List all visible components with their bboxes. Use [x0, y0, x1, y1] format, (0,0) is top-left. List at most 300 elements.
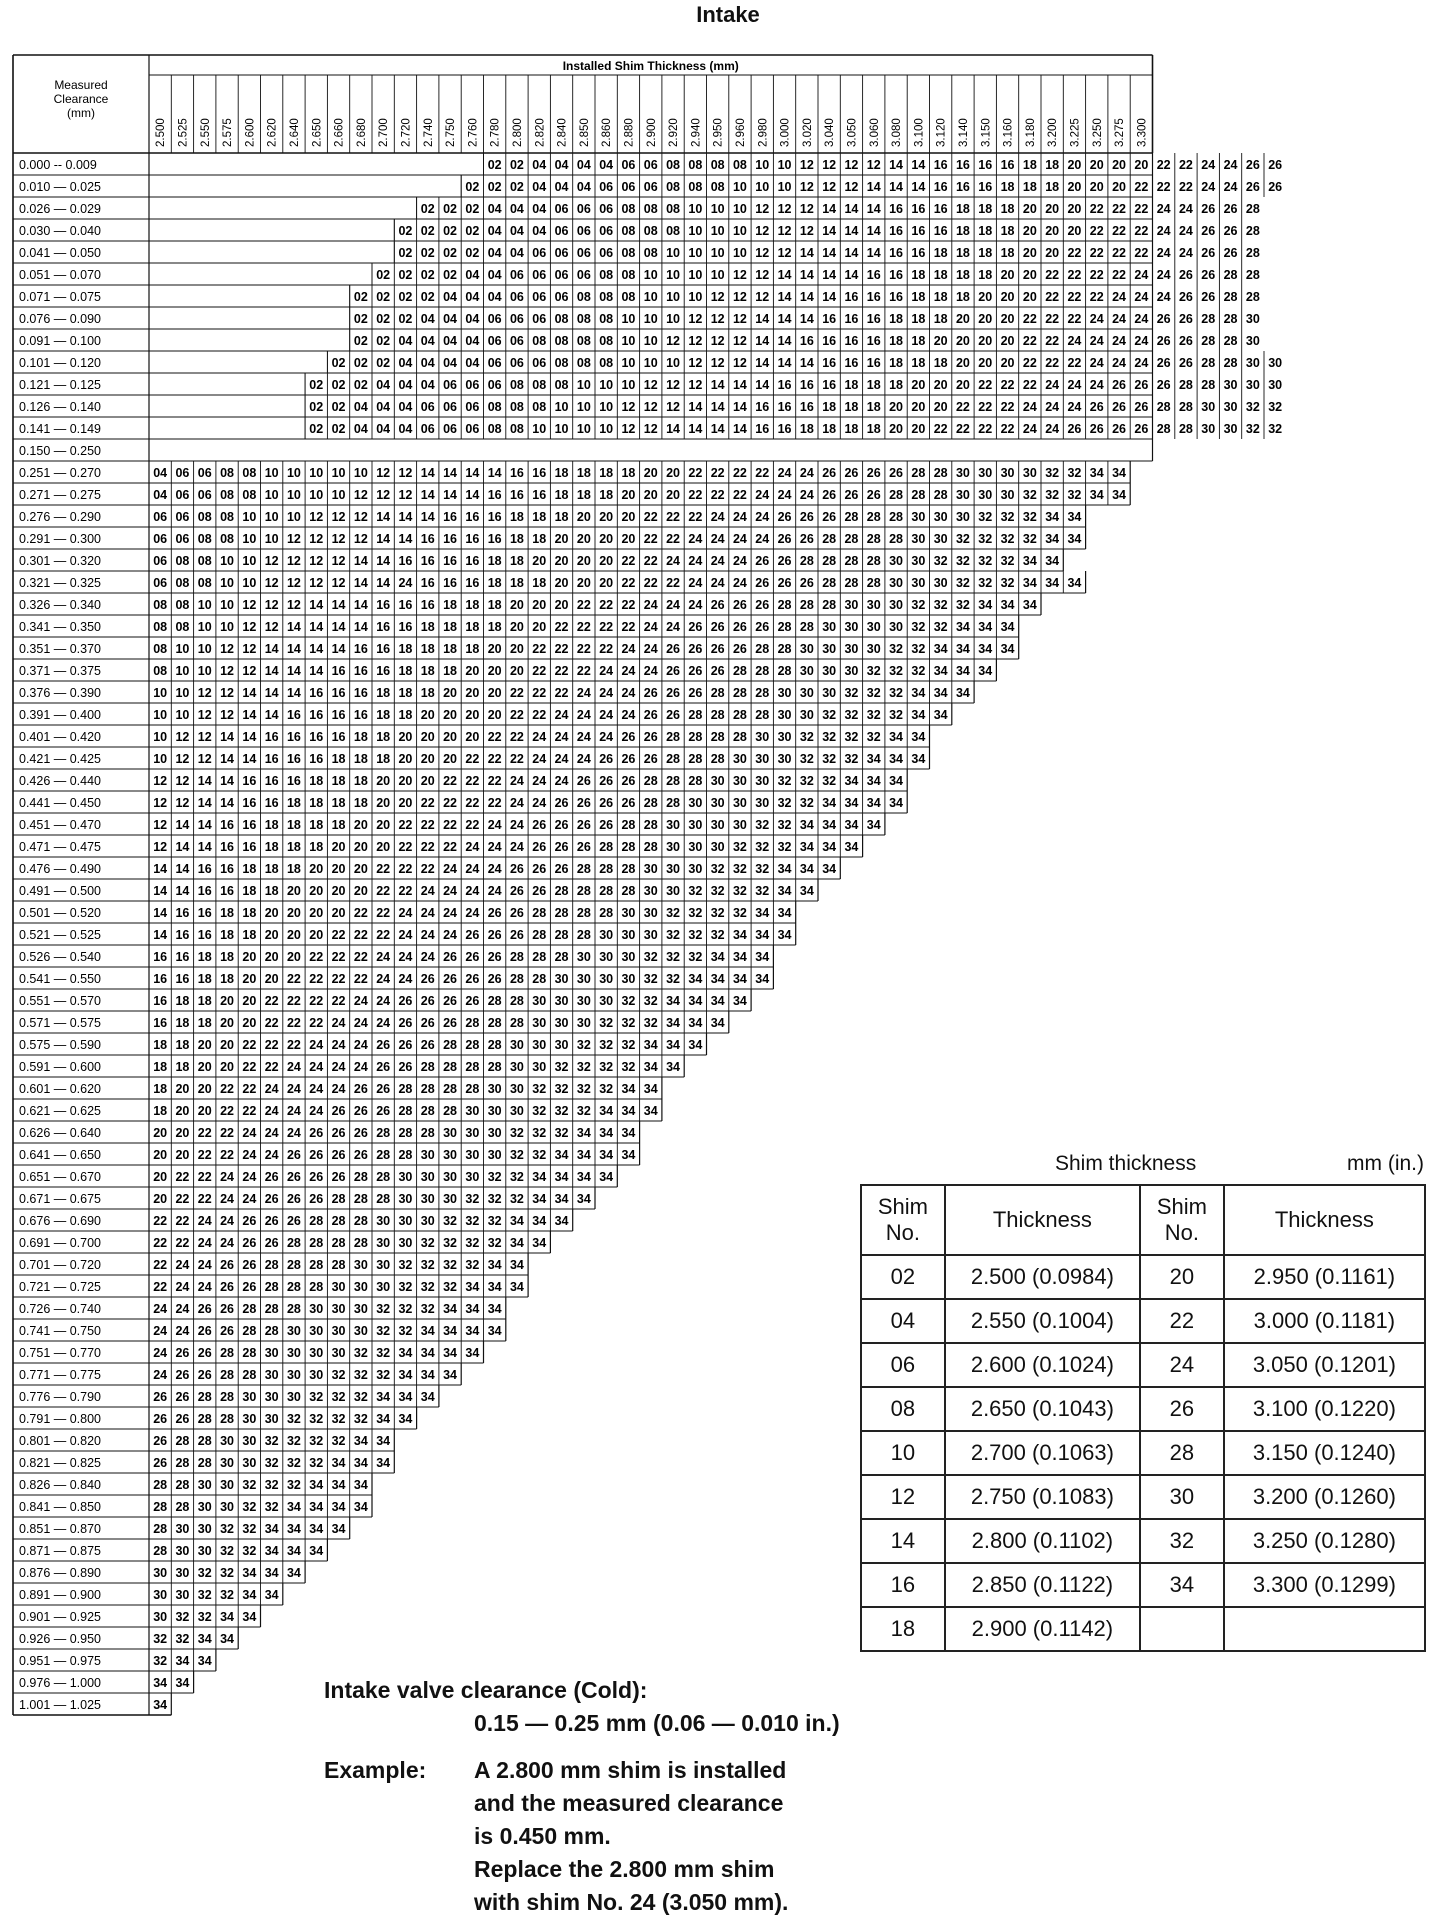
shim-number-cell: 16: [465, 532, 480, 546]
shim-number-cell: 22: [175, 1236, 190, 1250]
shim-number-cell: 34: [732, 972, 747, 986]
shim-number-cell: 28: [1156, 422, 1171, 436]
shim-number-cell: 22: [1112, 246, 1127, 260]
shim-number-cell: 20: [1067, 202, 1082, 216]
shim-number-cell: 34: [710, 994, 725, 1008]
shim-number-cell: 32: [197, 1588, 212, 1602]
shim-number-cell: 20: [1112, 158, 1127, 172]
column-label: 3.180: [1024, 118, 1037, 147]
shim-number-cell: 24: [1156, 268, 1171, 282]
shim-number-cell: 34: [621, 1104, 636, 1118]
shim-number-cell: 34: [777, 884, 792, 898]
shim-number-cell: 34: [398, 1412, 413, 1426]
shim-number-cell: 34: [576, 1148, 591, 1162]
shim-number-cell: 28: [1156, 400, 1171, 414]
shim-number-cell: 24: [1178, 224, 1193, 238]
shim-number-cell: 22: [487, 752, 502, 766]
shim-number-cell: 24: [197, 1258, 212, 1272]
shim-number-cell: 24: [331, 1082, 346, 1096]
shim-number-cell: 14: [175, 818, 190, 832]
shim-number-cell: 34: [398, 1390, 413, 1404]
thickness-cell: 3.150 (0.1240): [1224, 1431, 1425, 1475]
shim-number-cell: 32: [755, 818, 770, 832]
shim-number-cell: 22: [353, 972, 368, 986]
shim-number-cell: 02: [420, 290, 435, 304]
shim-number-cell: 34: [666, 1038, 681, 1052]
shim-number-cell: 32: [242, 1522, 257, 1536]
shim-number-cell: 26: [688, 620, 703, 634]
shim-number-cell: 12: [153, 774, 168, 788]
spec-table-title: Shim thickness: [1055, 1152, 1197, 1175]
shim-number-cell: 28: [643, 818, 658, 832]
shim-number-cell: 24: [487, 884, 502, 898]
shim-number-cell: 22: [331, 994, 346, 1008]
shim-number-cell: 32: [911, 598, 926, 612]
shim-number-cell: 30: [933, 532, 948, 546]
shim-number-cell: 26: [1245, 158, 1260, 172]
shim-number-cell: 14: [755, 334, 770, 348]
shim-number-cell: 12: [777, 202, 792, 216]
shim-number-cell: 32: [643, 950, 658, 964]
shim-number-cell: 32: [1045, 466, 1060, 480]
shim-number-cell: 16: [353, 686, 368, 700]
clearance-range-label: 0.301 — 0.320: [19, 554, 102, 568]
shim-number-cell: 32: [889, 664, 904, 678]
shim-number-cell: 16: [889, 224, 904, 238]
shim-number-cell: 24: [688, 576, 703, 590]
example-line: A 2.800 mm shim is installed: [474, 1757, 787, 1783]
shim-number-cell: 06: [443, 400, 458, 414]
shim-number-cell: 34: [599, 1148, 614, 1162]
shim-number-cell: 24: [1022, 400, 1037, 414]
shim-number-cell: 24: [264, 1082, 279, 1096]
shim-number-cell: 26: [866, 466, 881, 480]
shim-number-cell: 28: [777, 598, 792, 612]
shim-number-cell: 34: [532, 1236, 547, 1250]
shim-number-cell: 32: [576, 1104, 591, 1118]
shim-number-cell: 20: [197, 1082, 212, 1096]
shim-number-cell: 30: [844, 664, 859, 678]
shim-number-cell: 12: [353, 510, 368, 524]
shim-number-cell: 32: [1022, 532, 1037, 546]
shim-number-cell: 34: [509, 1236, 524, 1250]
shim-number-cell: 10: [220, 598, 235, 612]
shim-number-cell: 16: [866, 334, 881, 348]
shim-number-cell: 26: [1089, 400, 1104, 414]
shim-number-cell: 30: [175, 1522, 190, 1536]
shim-number-cell: 28: [443, 1104, 458, 1118]
shim-number-cell: 32: [955, 598, 970, 612]
shim-number-cell: 20: [420, 708, 435, 722]
shim-number-cell: 16: [487, 510, 502, 524]
shim-number-cell: 30: [576, 972, 591, 986]
shim-number-cell: 12: [755, 224, 770, 238]
shim-number-cell: 16: [153, 972, 168, 986]
column-label: 3.275: [1114, 118, 1127, 147]
shim-number-cell: 14: [822, 224, 837, 238]
shim-number-cell: 20: [353, 818, 368, 832]
shim-number-cell: 32: [621, 1060, 636, 1074]
shim-number-cell: 14: [710, 422, 725, 436]
shim-number-cell: 22: [643, 576, 658, 590]
row-header: (mm): [67, 106, 95, 120]
shim-number-cell: 30: [532, 1060, 547, 1074]
shim-number-cell: 22: [1112, 224, 1127, 238]
shim-number-cell: 30: [242, 1390, 257, 1404]
shim-number-cell: 22: [1134, 246, 1149, 260]
shim-number-cell: 26: [822, 488, 837, 502]
shim-number-cell: 22: [1156, 158, 1171, 172]
shim-number-cell: 16: [955, 180, 970, 194]
spec-table-row: [861, 1475, 1425, 1519]
shim-number-cell: 34: [799, 862, 814, 876]
shim-number-cell: 08: [532, 334, 547, 348]
shim-number-cell: 28: [153, 1544, 168, 1558]
clearance-range-label: 0.326 — 0.340: [19, 598, 102, 612]
shim-number-cell: 32: [889, 686, 904, 700]
shim-number-cell: 02: [309, 422, 324, 436]
shim-number-cell: 26: [1201, 202, 1216, 216]
shim-number-cell: 12: [666, 400, 681, 414]
shim-number-cell: 02: [420, 224, 435, 238]
shim-number-cell: 24: [599, 686, 614, 700]
shim-number-cell: 24: [1067, 400, 1082, 414]
shim-number-cell: 14: [286, 664, 301, 678]
shim-number-cell: 34: [866, 796, 881, 810]
shim-number-cell: 30: [264, 1390, 279, 1404]
shim-number-cell: 34: [732, 994, 747, 1008]
shim-number-cell: 24: [710, 532, 725, 546]
shim-number-cell: 32: [576, 1038, 591, 1052]
shim-number-cell: 30: [844, 642, 859, 656]
shim-number-cell: 26: [1178, 268, 1193, 282]
shim-number-cell: 26: [1223, 224, 1238, 238]
shim-number-cell: 20: [197, 1038, 212, 1052]
page-title: Intake: [696, 2, 760, 27]
clearance-range-label: 0.841 — 0.850: [19, 1500, 102, 1514]
shim-number-cell: 04: [420, 312, 435, 326]
shim-number-cell: 18: [532, 532, 547, 546]
shim-number-cell: 16: [933, 180, 948, 194]
shim-number-cell: 28: [666, 774, 681, 788]
shim-number-cell: 34: [1022, 576, 1037, 590]
shim-number-cell: 28: [331, 1214, 346, 1228]
clearance-range-label: 0.421 — 0.425: [19, 752, 102, 766]
shim-number-cell: 26: [643, 708, 658, 722]
shim-number-cell: 34: [732, 928, 747, 942]
shim-number-cell: 26: [309, 1148, 324, 1162]
shim-number-cell: 22: [1089, 224, 1104, 238]
shim-number-cell: 06: [509, 356, 524, 370]
shim-number-cell: 34: [1045, 510, 1060, 524]
shim-number-cell: 32: [799, 730, 814, 744]
shim-number-cell: 12: [175, 796, 190, 810]
shim-number-cell: 22: [1067, 312, 1082, 326]
shim-number-cell: 22: [286, 972, 301, 986]
shim-number-cell: 30: [242, 1412, 257, 1426]
shim-number-cell: 18: [844, 422, 859, 436]
shim-number-cell: 26: [465, 972, 480, 986]
shim-number-cell: 32: [732, 906, 747, 920]
shim-number-cell: 34: [264, 1588, 279, 1602]
shim-number-cell: 10: [666, 268, 681, 282]
shim-number-cell: 16: [822, 334, 837, 348]
shim-number-cell: 22: [933, 422, 948, 436]
shim-number-cell: 28: [732, 686, 747, 700]
shim-number-cell: 20: [532, 554, 547, 568]
shim-number-cell: 30: [710, 796, 725, 810]
shim-number-cell: 18: [264, 862, 279, 876]
shim-number-cell: 32: [331, 1368, 346, 1382]
shim-number-cell: 26: [621, 774, 636, 788]
shim-number-cell: 18: [576, 466, 591, 480]
shim-number-cell: 28: [576, 906, 591, 920]
shim-number-cell: 34: [532, 1192, 547, 1206]
thickness-cell: 3.300 (0.1299): [1224, 1563, 1425, 1607]
shim-number-cell: 24: [576, 686, 591, 700]
shim-number-cell: 20: [353, 862, 368, 876]
shim-number-cell: 20: [955, 312, 970, 326]
shim-number-cell: 02: [420, 268, 435, 282]
shim-number-cell: 18: [465, 620, 480, 634]
shim-number-cell: 12: [398, 488, 413, 502]
shim-number-cell: 26: [175, 1390, 190, 1404]
shim-number-cell: 16: [220, 862, 235, 876]
header-shim-no: Shim No.: [1140, 1185, 1224, 1255]
shim-number-cell: 06: [487, 356, 502, 370]
shim-number-cell: 16: [376, 642, 391, 656]
shim-number-cell: 12: [755, 246, 770, 260]
shim-number-cell: 22: [1067, 356, 1082, 370]
shim-number-cell: 04: [465, 290, 480, 304]
shim-number-cell: 26: [420, 1016, 435, 1030]
shim-number-cell: 16: [889, 246, 904, 260]
thickness-cell: 2.700 (0.1063): [945, 1431, 1140, 1475]
shim-number-cell: 28: [487, 1060, 502, 1074]
shim-number-cell: 20: [621, 488, 636, 502]
shim-number-cell: 08: [688, 180, 703, 194]
shim-number-cell: 24: [799, 488, 814, 502]
shim-number-cell: 34: [799, 818, 814, 832]
shim-number-cell: 28: [1178, 400, 1193, 414]
shim-number-cell: 34: [576, 1170, 591, 1184]
shim-number-cell: 34: [532, 1214, 547, 1228]
shim-number-cell: 14: [242, 752, 257, 766]
shim-number-cell: 30: [955, 466, 970, 480]
shim-number-cell: 30: [443, 1192, 458, 1206]
shim-number-cell: 30: [242, 1456, 257, 1470]
shim-number-cell: 12: [220, 708, 235, 722]
shim-number-cell: 32: [398, 1302, 413, 1316]
shim-number-cell: 24: [621, 642, 636, 656]
shim-number-cell: 26: [153, 1390, 168, 1404]
shim-number-cell: 18: [398, 642, 413, 656]
shim-number-cell: 28: [465, 1016, 480, 1030]
shim-number-cell: 18: [978, 268, 993, 282]
clearance-range-label: 0.371 — 0.375: [19, 664, 102, 678]
shim-number-cell: 28: [777, 642, 792, 656]
shim-number-cell: 10: [576, 378, 591, 392]
shim-number-cell: 28: [1178, 378, 1193, 392]
shim-number-cell: 28: [532, 950, 547, 964]
shim-number-cell: 02: [443, 202, 458, 216]
shim-number-cell: 30: [599, 928, 614, 942]
shim-number-cell: 30: [398, 1236, 413, 1250]
shim-number-cell: 28: [822, 598, 837, 612]
shim-number-cell: 18: [487, 576, 502, 590]
shim-number-cell: 20: [220, 1038, 235, 1052]
shim-number-cell: 02: [443, 268, 458, 282]
shim-number-cell: 22: [1000, 422, 1015, 436]
shim-number-cell: 30: [376, 1214, 391, 1228]
shim-number-cell: 30: [331, 1324, 346, 1338]
shim-number-cell: 14: [443, 488, 458, 502]
shim-number-cell: 02: [465, 180, 480, 194]
shim-number-cell: 26: [286, 1192, 301, 1206]
shim-number-cell: 12: [755, 202, 770, 216]
shim-number-cell: 14: [755, 312, 770, 326]
shim-number-cell: 26: [197, 1302, 212, 1316]
shim-number-cell: 10: [666, 246, 681, 260]
shim-number-cell: 34: [822, 818, 837, 832]
shim-number-cell: 26: [1268, 180, 1283, 194]
shim-number-cell: 24: [376, 994, 391, 1008]
shim-number-cell: 24: [688, 532, 703, 546]
shim-number-cell: 14: [376, 576, 391, 590]
shim-number-cell: 32: [666, 950, 681, 964]
shim-number-cell: 32: [822, 730, 837, 744]
clearance-range-label: 0.051 — 0.070: [19, 268, 102, 282]
shim-number-cell: 24: [465, 862, 480, 876]
shim-number-cell: 26: [1112, 422, 1127, 436]
shim-number-cell: 30: [666, 818, 681, 832]
shim-number-cell: 20: [309, 928, 324, 942]
shim-number-cell: 20: [1112, 180, 1127, 194]
shim-number-cell: 24: [1134, 312, 1149, 326]
shim-number-cell: 26: [264, 1170, 279, 1184]
shim-number-cell: 18: [175, 1016, 190, 1030]
shim-number-cell: 32: [1022, 510, 1037, 524]
shim-number-cell: 26: [777, 510, 792, 524]
shim-number-cell: 26: [532, 884, 547, 898]
shim-number-cell: 24: [220, 1214, 235, 1228]
clearance-range-label: 0.851 — 0.870: [19, 1522, 102, 1536]
shim-number-cell: 12: [353, 488, 368, 502]
shim-number-cell: 26: [554, 840, 569, 854]
shim-number-cell: 30: [420, 1214, 435, 1228]
shim-number-cell: 28: [353, 1214, 368, 1228]
shim-number-cell: 28: [933, 466, 948, 480]
shim-number-cell: 06: [532, 356, 547, 370]
shim-number-cell: 32: [710, 906, 725, 920]
shim-number-cell: 12: [621, 422, 636, 436]
shim-number-cell: 22: [1089, 268, 1104, 282]
shim-number-cell: 30: [197, 1522, 212, 1536]
shim-number-cell: 34: [331, 1500, 346, 1514]
shim-number-cell: 34: [621, 1148, 636, 1162]
shim-number-cell: 12: [710, 312, 725, 326]
shim-number-cell: 32: [1000, 532, 1015, 546]
shim-number-cell: 18: [220, 972, 235, 986]
shim-number-cell: 22: [621, 620, 636, 634]
shim-number-cell: 16: [175, 906, 190, 920]
shim-number-cell: 30: [710, 774, 725, 788]
shim-number-cell: 20: [955, 334, 970, 348]
shim-number-cell: 32: [309, 1456, 324, 1470]
shim-number-cell: 16: [487, 532, 502, 546]
shim-number-cell: 26: [331, 1170, 346, 1184]
shim-number-cell: 34: [978, 598, 993, 612]
shim-number-cell: 20: [175, 1126, 190, 1140]
shim-number-cell: 28: [688, 708, 703, 722]
shim-number-cell: 18: [376, 752, 391, 766]
shim-number-cell: 32: [353, 1412, 368, 1426]
shim-number-cell: 18: [1045, 158, 1060, 172]
shim-number-cell: 14: [799, 356, 814, 370]
shim-number-cell: 34: [643, 1038, 658, 1052]
shim-number-cell: 22: [242, 1082, 257, 1096]
shim-number-cell: 04: [353, 422, 368, 436]
shim-number-cell: 14: [353, 576, 368, 590]
shim-number-cell: 30: [576, 994, 591, 1008]
column-label: 2.860: [601, 118, 614, 147]
shim-number-cell: 20: [1045, 224, 1060, 238]
shim-number-cell: 22: [509, 708, 524, 722]
shim-number-cell: 22: [353, 906, 368, 920]
clearance-range-label: 0.476 — 0.490: [19, 862, 102, 876]
shim-number-cell: 28: [643, 840, 658, 854]
shim-number-cell: 30: [398, 1214, 413, 1228]
shim-number-cell: 04: [487, 224, 502, 238]
shim-number-cell: 22: [1067, 246, 1082, 260]
shim-number-cell: 28: [889, 488, 904, 502]
shim-number-cell: 34: [1067, 510, 1082, 524]
shim-number-cell: 22: [443, 774, 458, 788]
shim-number-cell: 30: [822, 620, 837, 634]
shim-number-cell: 32: [286, 1412, 301, 1426]
shim-number-cell: 14: [866, 246, 881, 260]
shim-number-cell: 20: [978, 334, 993, 348]
shim-number-cell: 24: [1134, 334, 1149, 348]
shim-number-cell: 20: [599, 576, 614, 590]
shim-number-cell: 20: [1000, 290, 1015, 304]
shim-number-cell: 12: [376, 466, 391, 480]
shim-number-cell: 30: [710, 818, 725, 832]
column-label: 2.720: [400, 118, 413, 147]
shim-number-cell: 10: [532, 422, 547, 436]
shim-number-cell: 30: [554, 1016, 569, 1030]
column-label: 2.550: [199, 118, 212, 147]
shim-number-cell: 08: [153, 620, 168, 634]
shim-number-cell: 26: [197, 1346, 212, 1360]
shim-number-cell: 22: [955, 400, 970, 414]
shim-number-cell: 24: [331, 1016, 346, 1030]
shim-number-cell: 28: [376, 1170, 391, 1184]
shim-number-cell: 20: [509, 664, 524, 678]
clearance-range-label: 0.401 — 0.420: [19, 730, 102, 744]
clearance-value: 0.15 — 0.25 mm (0.06 — 0.010 in.): [474, 1710, 840, 1736]
shim-number-cell: 30: [487, 1104, 502, 1118]
shim-number-cell: 22: [955, 422, 970, 436]
shim-number-cell: 20: [643, 466, 658, 480]
shim-number-cell: 28: [509, 1016, 524, 1030]
notes-block: [324, 1674, 840, 1919]
shim-number-cell: 20: [978, 312, 993, 326]
column-label: 3.080: [891, 118, 904, 147]
clearance-range-label: 0.701 — 0.720: [19, 1258, 102, 1272]
shim-number-cell: 22: [599, 598, 614, 612]
shim-number-cell: 28: [777, 664, 792, 678]
